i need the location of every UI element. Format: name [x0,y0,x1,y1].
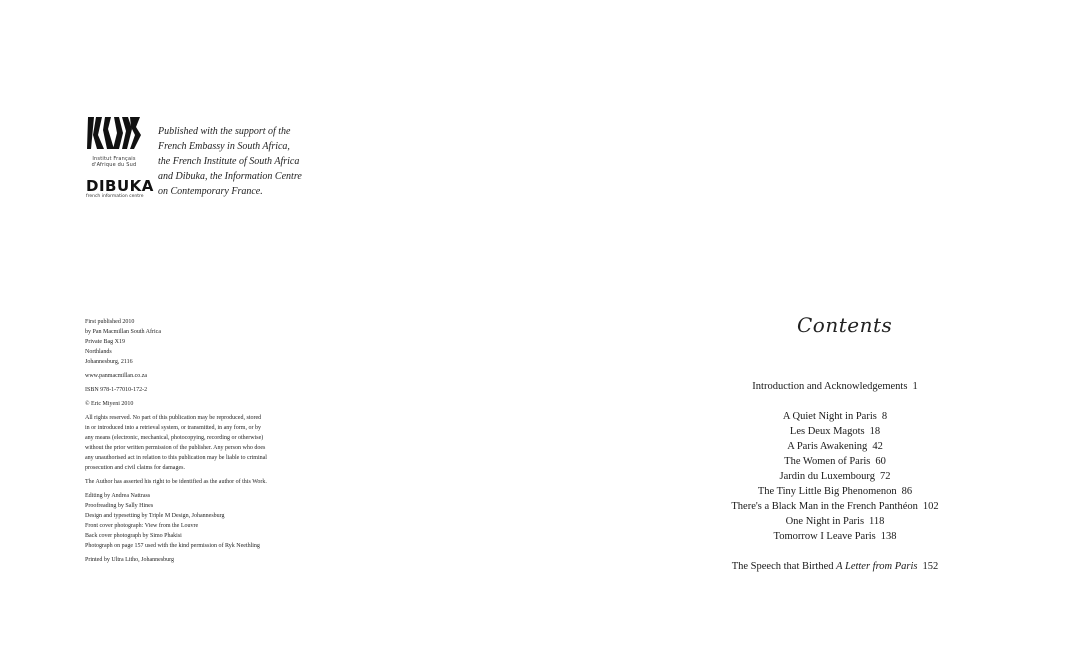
imprint-block [85,317,310,569]
toc-entry-title: There's a Black Man in the French Panthéon [731,501,918,512]
toc-entry-page: 138 [880,531,897,542]
rights-line: All rights reserved. No part of this publication may be reproduced, stored [85,415,262,421]
toc-entry[interactable] [700,409,970,424]
toc-entry-page: 1 [912,381,918,392]
credit-line: Editing by Andrea Nattrass [85,493,151,499]
credit-line: Back cover photograph by Simo Phakisi [85,533,182,539]
toc-entry-title: Jardin du Luxembourg [779,471,875,482]
website-url: www.panmacmillan.co.za [85,373,148,379]
toc-entry[interactable] [700,484,970,499]
toc-entry-page: 18 [869,426,881,437]
toc-entry-title: Introduction and Acknowledgements [752,381,908,392]
toc-entry[interactable] [700,469,970,484]
isbn: ISBN 978-1-77010-172-2 [85,387,148,393]
toc-entry[interactable] [700,379,970,394]
toc-entry[interactable] [700,529,970,544]
toc-entry-title: One Night in Paris [785,516,865,527]
support-line: the French Institute of South Africa [158,156,300,167]
dibuka-wordmark: DIBUKA [86,177,154,195]
toc-entry[interactable] [700,514,970,529]
toc-entry-title: Tomorrow I Leave Paris [773,531,876,542]
imprint-line: First published 2010 [85,319,135,325]
toc-entry-page: 118 [869,516,885,527]
imprint-line: Private Bag X19 [85,339,125,345]
support-line: French Embassy in South Africa, [158,141,290,152]
ifas-caption-line-2: d'Afrique du Sud [91,162,137,168]
support-line: and Dibuka, the Information Centre [158,171,302,182]
copyright-block [85,399,310,409]
toc-appendix [700,559,970,574]
toc-entry-page: 60 [875,456,886,467]
toc-entry-page: 86 [901,486,913,497]
isbn-block [85,385,310,395]
toc-entry-title: Les Deux Magots [789,426,865,437]
toc-entry[interactable] [700,424,970,439]
rights-line: without the prior written permission of the publisher. Any person who does [85,445,266,451]
credit-line: Proofreading by Sally Hines [85,503,154,509]
imprint-line: Johannesburg, 2116 [85,359,133,365]
rights-line: prosecution and civil claims for damages. [85,465,185,471]
toc-entry-title: The Tiny Little Big Phenomenon [757,486,897,497]
website [85,371,310,381]
imprint-line: by Pan Macmillan South Africa [85,329,161,335]
toc-entry-page: 72 [879,471,891,482]
credit-line: Design and typesetting by Triple M Design, Johannesburg [85,513,225,519]
toc-entry-title-italic: A Letter from Paris [836,561,918,572]
publisher-address [85,317,310,367]
toc-entry[interactable] [700,559,970,574]
toc-entry-title: The Speech that Birthed [731,561,837,572]
imprint-line: Northlands [85,349,112,355]
toc-entry-title: A Paris Awakening [787,441,868,452]
toc-entry[interactable] [700,439,970,454]
rights-notice [85,413,310,473]
credit-line: Photograph on page 157 used with the kind permission of Ryk Neethling [85,543,260,549]
contents-title: Contents [797,313,893,337]
toc-chapters [700,409,970,544]
printer-block [85,555,310,565]
credits-block [85,491,310,551]
toc-entry-page: 8 [881,411,888,422]
toc-entry[interactable] [700,499,970,514]
author-rights: The Author has asserted his right to be identified as the author of this Work. [85,479,267,485]
toc-entry-page: 152 [922,561,939,572]
credit-line: Front cover photograph: View from the Louvre [85,523,199,529]
support-line: Published with the support of the [158,126,291,137]
rights-line: in or introduced into a retrieval system, or transmitted, in any form, or by [85,425,261,431]
rights-line: any unauthorised act in relation to this publication may be liable to criminal [85,455,267,461]
ifas-caption-line-1: Institut Français [92,156,136,162]
support-statement [158,124,318,199]
toc-entry-page: 42 [872,441,883,452]
copyright: © Eric Miyeni 2010 [85,401,134,407]
toc-entry-title: The Women of Paris [784,456,871,467]
rights-line: any means (electronic, mechanical, photocopying, recording or otherwise) [85,435,264,441]
printer: Printed by Ultra Litho, Johannesburg [85,557,175,563]
dibuka-logo [86,177,154,199]
toc-entry-page: 102 [922,501,939,512]
toc-intro [700,379,970,394]
institut-francais-logo [86,115,146,168]
zebra-stripes-icon [86,115,142,151]
support-line: on Contemporary France. [158,186,263,197]
toc-entry[interactable] [700,454,970,469]
logo-column [86,115,154,199]
toc-entry-title: A Quiet Night in Paris [782,411,877,422]
dibuka-caption: french information centre [86,194,144,199]
author-rights-block [85,477,310,487]
